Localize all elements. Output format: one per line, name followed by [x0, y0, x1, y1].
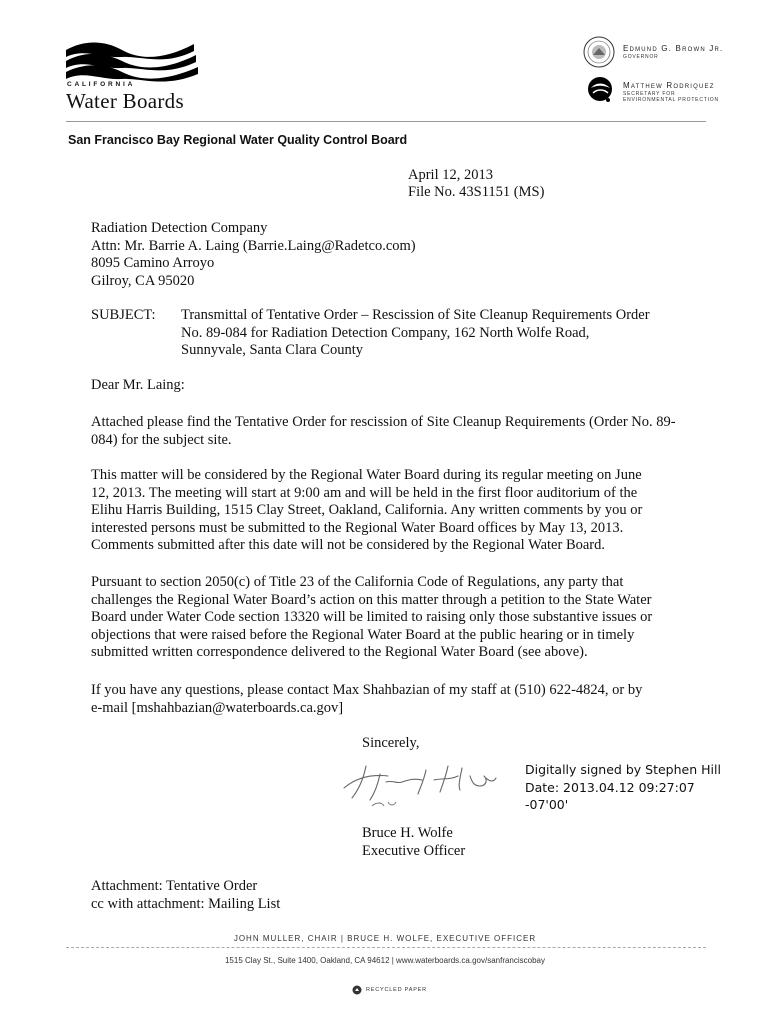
footer-divider: [66, 947, 706, 948]
paragraph-line: Pursuant to section 2050(c) of Title 23 of the California Code of Regulations, any party that: [91, 574, 624, 590]
secretary-title-line1: SECRETARY FOR: [623, 91, 676, 97]
paragraph-2: [91, 467, 691, 555]
paragraph-line: Board under Water Code section 13320 will be limited to raising only those substantive issues or: [91, 609, 653, 626]
secretary-name: Matthew Rodriquez: [623, 81, 715, 90]
water-waves-icon: [64, 38, 204, 84]
california-seal-icon: [583, 36, 615, 68]
recycled-paper-mark: [352, 985, 427, 995]
paragraph-line: challenges the Regional Water Board’s action on this matter through a petition to the State Water: [91, 591, 652, 608]
paragraph-line: interested persons must be submitted to the Regional Water Board offices by May 13, 2013.: [91, 519, 624, 536]
letter-date: April 12, 2013: [408, 167, 493, 183]
paragraph-line: objections that were raised before the Regional Water Board at the public hearing or in timely: [91, 626, 635, 643]
recipient-address: [91, 220, 416, 290]
cc-line: cc with attachment: Mailing List: [91, 896, 281, 912]
footer-address: 1515 Clay St., Suite 1400, Oakland, CA 94612 | www.waterboards.ca.gov/sanfranciscobay: [224, 956, 546, 965]
governor-name: Edmund G. Brown Jr.: [623, 44, 724, 53]
secretary-title-line2: ENVIRONMENTAL PROTECTION: [623, 97, 719, 103]
recycle-icon: [352, 985, 362, 995]
recycled-paper-text: RECYCLED PAPER: [366, 987, 427, 993]
attachment-line: Attachment: Tentative Order: [91, 878, 258, 894]
logo-california-text: CALIFORNIA: [67, 81, 136, 88]
logo-water-boards-text: Water Boards: [66, 89, 184, 113]
calepa-logo-icon: [586, 74, 614, 106]
paragraph-4: [91, 682, 691, 717]
paragraph-line: Elihu Harris Building, 1515 Clay Street, Oakland, California. Any written comments by you or: [91, 502, 643, 519]
subject-line: Sunnyvale, Santa Clara County: [181, 342, 364, 359]
water-boards-logo: [64, 38, 214, 114]
salutation: Dear Mr. Laing:: [91, 377, 185, 393]
paragraph-line: This matter will be considered by the Regional Water Board during its regular meeting on June: [91, 467, 642, 483]
footer-officers: JOHN MULLER, CHAIR | BRUCE H. WOLFE, EXECUTIVE OFFICER: [233, 934, 537, 943]
paragraph-line: If you have any questions, please contact Max Shahbazian of my staff at (510) 622-4824, or by: [91, 682, 643, 698]
paragraph-line: 084) for the subject site.: [91, 431, 232, 448]
digital-signature-stamp: Digitally signed by Stephen Hill Date: 2013.04.12 09:27:07 -07'00': [525, 762, 721, 812]
board-name: San Francisco Bay Regional Water Quality Control Board: [68, 133, 408, 147]
paragraph-1: [91, 414, 691, 449]
closing: Sincerely,: [362, 735, 420, 751]
paragraph-line: 12, 2013. The meeting will start at 9:00 am and will be held in the first floor auditorium of the: [91, 484, 638, 501]
subject-text: [181, 307, 691, 360]
signer-name: Bruce H. Wolfe: [362, 825, 453, 841]
handwritten-signature: [336, 756, 506, 816]
signer-title: Executive Officer: [362, 843, 466, 859]
address-line: Radiation Detection Company: [91, 220, 268, 236]
paragraph-line: Comments submitted after this date will not be considered by the Regional Water Board.: [91, 537, 606, 554]
paragraph-line: e-mail [mshahbazian@waterboards.ca.gov]: [91, 699, 344, 716]
paragraph-3: [91, 574, 691, 662]
paragraph-line: Attached please find the Tentative Order for rescission of Site Cleanup Requirements (Order No. 89-: [91, 414, 676, 430]
subject-line: Transmittal of Tentative Order – Rescission of Site Cleanup Requirements Order: [181, 307, 650, 323]
address-line: 8095 Camino Arroyo: [91, 255, 215, 272]
subject-label: SUBJECT:: [91, 307, 156, 323]
address-line: Attn: Mr. Barrie A. Laing (Barrie.Laing@Radetco.com): [91, 237, 416, 254]
subject-line: No. 89-084 for Radiation Detection Company, 162 North Wolfe Road,: [181, 324, 590, 341]
header-divider: [66, 121, 706, 122]
governor-title: GOVERNOR: [623, 54, 659, 60]
file-number: File No. 43S1151 (MS): [408, 184, 545, 200]
paragraph-line: submitted written correspondence delivered to the Regional Water Board (see above).: [91, 644, 588, 661]
address-line: Gilroy, CA 95020: [91, 272, 195, 289]
